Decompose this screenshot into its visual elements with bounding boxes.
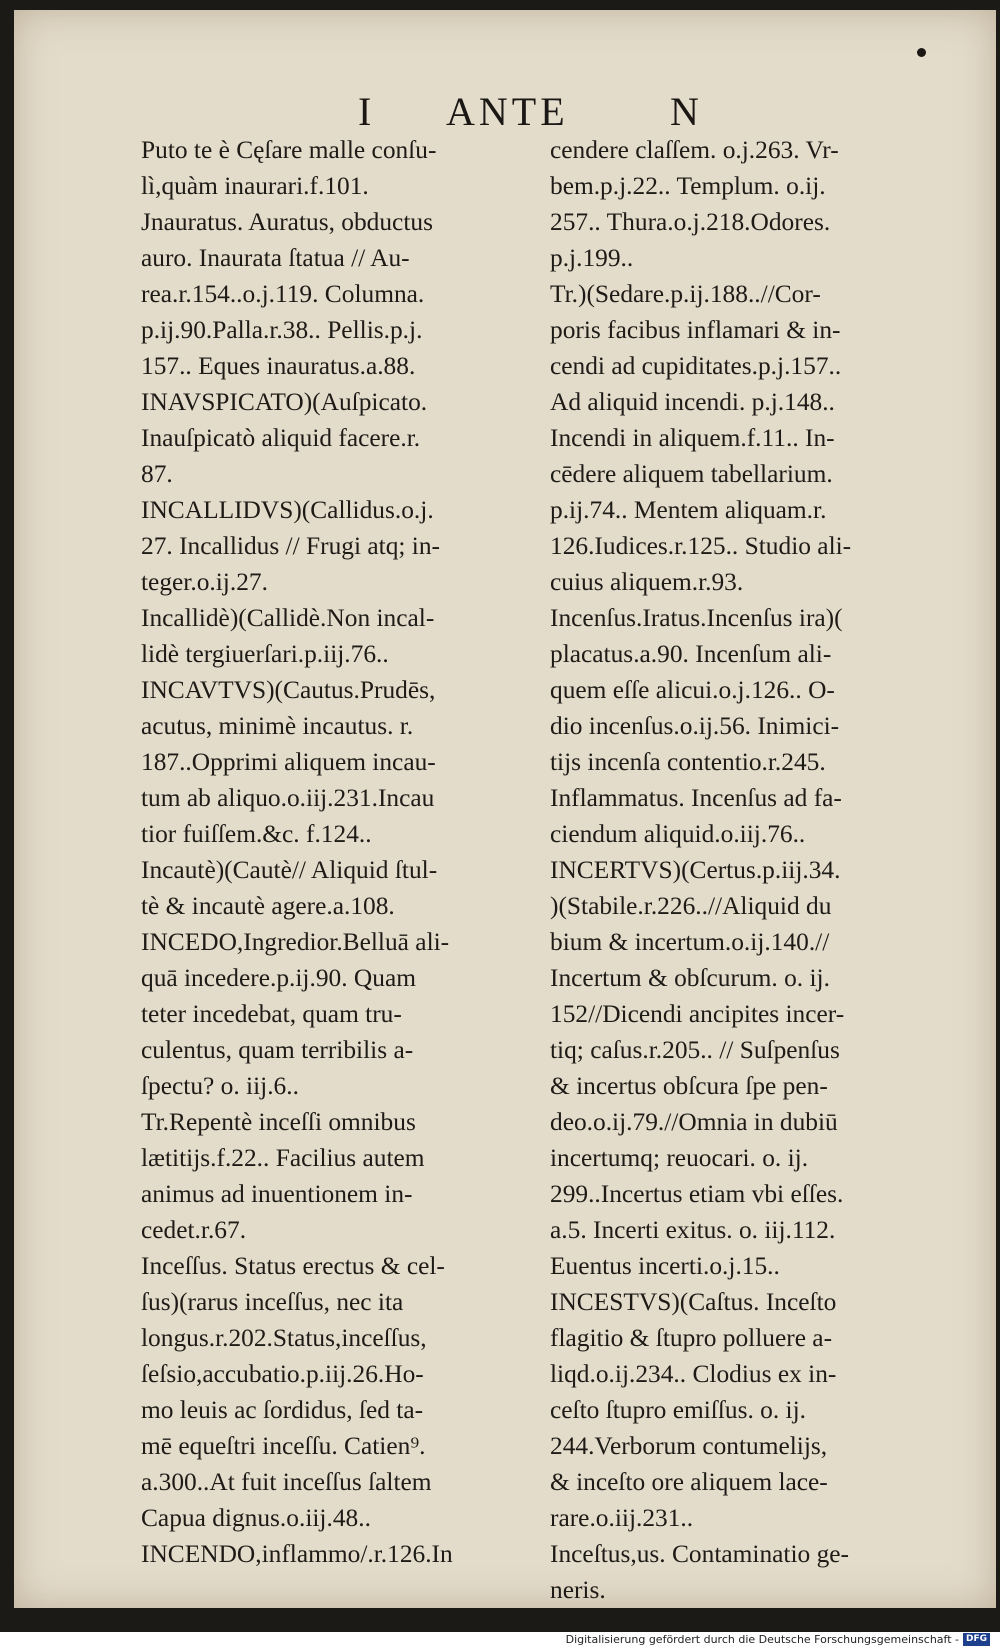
text-line: p.ij.90.Palla.r.38.. Pellis.p.j. bbox=[141, 316, 423, 344]
text-line: rare.o.iij.231.. bbox=[550, 1504, 694, 1532]
right-column bbox=[550, 132, 970, 1608]
ink-dot bbox=[917, 48, 926, 57]
text-line: culentus, quam terribilis a- bbox=[141, 1036, 414, 1064]
text-line: bium & incertum.o.ij.140.// bbox=[550, 928, 830, 956]
text-line: cendere claſſem. o.j.263. Vr- bbox=[550, 136, 839, 164]
text-line: ſeſsio,accubatio.p.iij.26.Ho- bbox=[141, 1360, 424, 1388]
running-head-last: N bbox=[670, 89, 703, 134]
text-line: neris. bbox=[550, 1576, 606, 1604]
text-line: longus.r.202.Status,inceſſus, bbox=[141, 1324, 427, 1352]
text-line: Capua dignus.o.iij.48.. bbox=[141, 1504, 371, 1532]
text-line: & incertus obſcura ſpe pen- bbox=[550, 1072, 828, 1100]
text-line: INCAVTVS)(Cautus.Prudēs, bbox=[141, 676, 436, 704]
text-line: quem eſſe alicui.o.j.126.. O- bbox=[550, 676, 835, 704]
text-line: tior fuiſſem.&c. f.124.. bbox=[141, 820, 372, 848]
dfg-logo: DFG bbox=[963, 1633, 990, 1646]
text-line: Incallidè)(Callidè.Non incal- bbox=[141, 604, 435, 632]
running-head-first: I bbox=[358, 89, 376, 134]
text-line: lætitijs.f.22.. Facilius autem bbox=[141, 1144, 425, 1172]
text-line: Euentus incerti.o.j.15.. bbox=[550, 1252, 780, 1280]
text-line: mo leuis ac ſordidus, ſed ta- bbox=[141, 1396, 424, 1424]
text-line: quā incedere.p.ij.90. Quam bbox=[141, 964, 416, 992]
text-line: mē equeſtri inceſſu. Catien⁹. bbox=[141, 1432, 426, 1460]
text-line: teger.o.ij.27. bbox=[141, 568, 268, 596]
text-line: & inceſto ore aliquem lace- bbox=[550, 1468, 828, 1496]
text-line: tum ab aliquo.o.iij.231.Incau bbox=[141, 784, 435, 812]
text-line: placatus.a.90. Incenſum ali- bbox=[550, 640, 832, 668]
text-line: dio incenſus.o.ij.56. Inimici- bbox=[550, 712, 840, 740]
text-line: p.ij.74.. Mentem aliquam.r. bbox=[550, 496, 827, 524]
running-head-middle: ANTE bbox=[446, 89, 569, 134]
running-head bbox=[14, 88, 996, 138]
text-line: poris facibus inflamari & in- bbox=[550, 316, 841, 344]
text-line: acutus, minimè incautus. r. bbox=[141, 712, 414, 740]
text-line: INCEDO,Ingredior.Belluā ali- bbox=[141, 928, 450, 956]
text-line: tijs incenſa contentio.r.245. bbox=[550, 748, 826, 776]
text-line: 257.. Thura.o.j.218.Odores. bbox=[550, 208, 831, 236]
text-line: Tr.)(Sedare.p.ij.188..//Cor- bbox=[550, 280, 821, 308]
text-line: cedet.r.67. bbox=[141, 1216, 247, 1244]
credit-text: Digitalisierung gefördert durch die Deutsche Forschungsgemeinschaft - bbox=[565, 1633, 959, 1646]
text-line: lì,quàm inaurari.f.101. bbox=[141, 172, 369, 200]
text-line: 27. Incallidus // Frugi atq; in- bbox=[141, 532, 441, 560]
text-line: INCALLIDVS)(Callidus.o.j. bbox=[141, 496, 434, 524]
text-line: Incenſus.Iratus.Incenſus ira)( bbox=[550, 604, 843, 632]
text-line: 244.Verborum contumelijs, bbox=[550, 1432, 828, 1460]
text-line: INCENDO,inflammo/.r.126.In bbox=[141, 1540, 453, 1568]
text-line: 187..Opprimi aliquem incau- bbox=[141, 748, 436, 776]
text-line: 299..Incertus etiam vbi eſſes. bbox=[550, 1180, 844, 1208]
text-line: Inauſpicatò aliquid facere.r. bbox=[141, 424, 421, 452]
text-line: Inceſtus,us. Contaminatio ge- bbox=[550, 1540, 849, 1568]
text-line: auro. Inaurata ſtatua // Au- bbox=[141, 244, 410, 272]
text-line: animus ad inuentionem in- bbox=[141, 1180, 413, 1208]
text-line: INCERTVS)(Certus.p.iij.34. bbox=[550, 856, 841, 884]
text-line: teter incedebat, quam tru- bbox=[141, 1000, 402, 1028]
text-line: incertumq; reuocari. o. ij. bbox=[550, 1144, 809, 1172]
left-column bbox=[141, 132, 541, 1572]
text-line: flagitio & ſtupro polluere a- bbox=[550, 1324, 833, 1352]
digitization-credit bbox=[566, 1633, 990, 1646]
text-line: INCESTVS)(Caſtus. Inceſto bbox=[550, 1288, 837, 1316]
text-line: Jnauratus. Auratus, obductus bbox=[141, 208, 433, 236]
text-line: 152//Dicendi ancipites incer- bbox=[550, 1000, 845, 1028]
text-line: )(Stabile.r.226..//Aliquid du bbox=[550, 892, 832, 920]
text-line: rea.r.154..o.j.119. Columna. bbox=[141, 280, 425, 308]
text-line: ſus)(rarus inceſſus, nec ita bbox=[141, 1288, 404, 1316]
text-line: 157.. Eques inauratus.a.88. bbox=[141, 352, 416, 380]
text-line: Ad aliquid incendi. p.j.148.. bbox=[550, 388, 835, 416]
text-line: 87. bbox=[141, 460, 173, 488]
text-line: liqd.o.ij.234.. Clodius ex in- bbox=[550, 1360, 837, 1388]
text-line: Puto te è Cęſare malle conſu- bbox=[141, 136, 437, 164]
text-line: tè & incautè agere.a.108. bbox=[141, 892, 395, 920]
text-line: bem.p.j.22.. Templum. o.ij. bbox=[550, 172, 826, 200]
text-line: 126.Iudices.r.125.. Studio ali- bbox=[550, 532, 852, 560]
text-line: cēdere aliquem tabellarium. bbox=[550, 460, 833, 488]
text-line: Incendi in aliquem.f.11.. In- bbox=[550, 424, 835, 452]
text-line: Tr.Repentè inceſſi omnibus bbox=[141, 1108, 416, 1136]
text-line: INAVSPICATO)(Auſpicato. bbox=[141, 388, 428, 416]
text-line: Inceſſus. Status erectus & cel- bbox=[141, 1252, 445, 1280]
text-line: Incertum & obſcurum. o. ij. bbox=[550, 964, 830, 992]
text-line: ſpectu? o. iij.6.. bbox=[141, 1072, 299, 1100]
book-page bbox=[14, 10, 996, 1608]
text-line: a.5. Incerti exitus. o. iij.112. bbox=[550, 1216, 836, 1244]
text-line: deo.o.ij.79.//Omnia in dubiū bbox=[550, 1108, 838, 1136]
text-line: lidè tergiuerſari.p.iij.76.. bbox=[141, 640, 389, 668]
text-line: cendi ad cupiditates.p.j.157.. bbox=[550, 352, 842, 380]
text-line: ciendum aliquid.o.iij.76.. bbox=[550, 820, 806, 848]
text-line: Incautè)(Cautè// Aliquid ſtul- bbox=[141, 856, 438, 884]
text-line: ceſto ſtupro emiſſus. o. ij. bbox=[550, 1396, 806, 1424]
text-line: tiq; caſus.r.205.. // Suſpenſus bbox=[550, 1036, 840, 1064]
text-line: Inflammatus. Incenſus ad fa- bbox=[550, 784, 842, 812]
text-line: cuius aliquem.r.93. bbox=[550, 568, 744, 596]
text-line: a.300..At fuit inceſſus ſaltem bbox=[141, 1468, 432, 1496]
text-line: p.j.199.. bbox=[550, 244, 634, 272]
